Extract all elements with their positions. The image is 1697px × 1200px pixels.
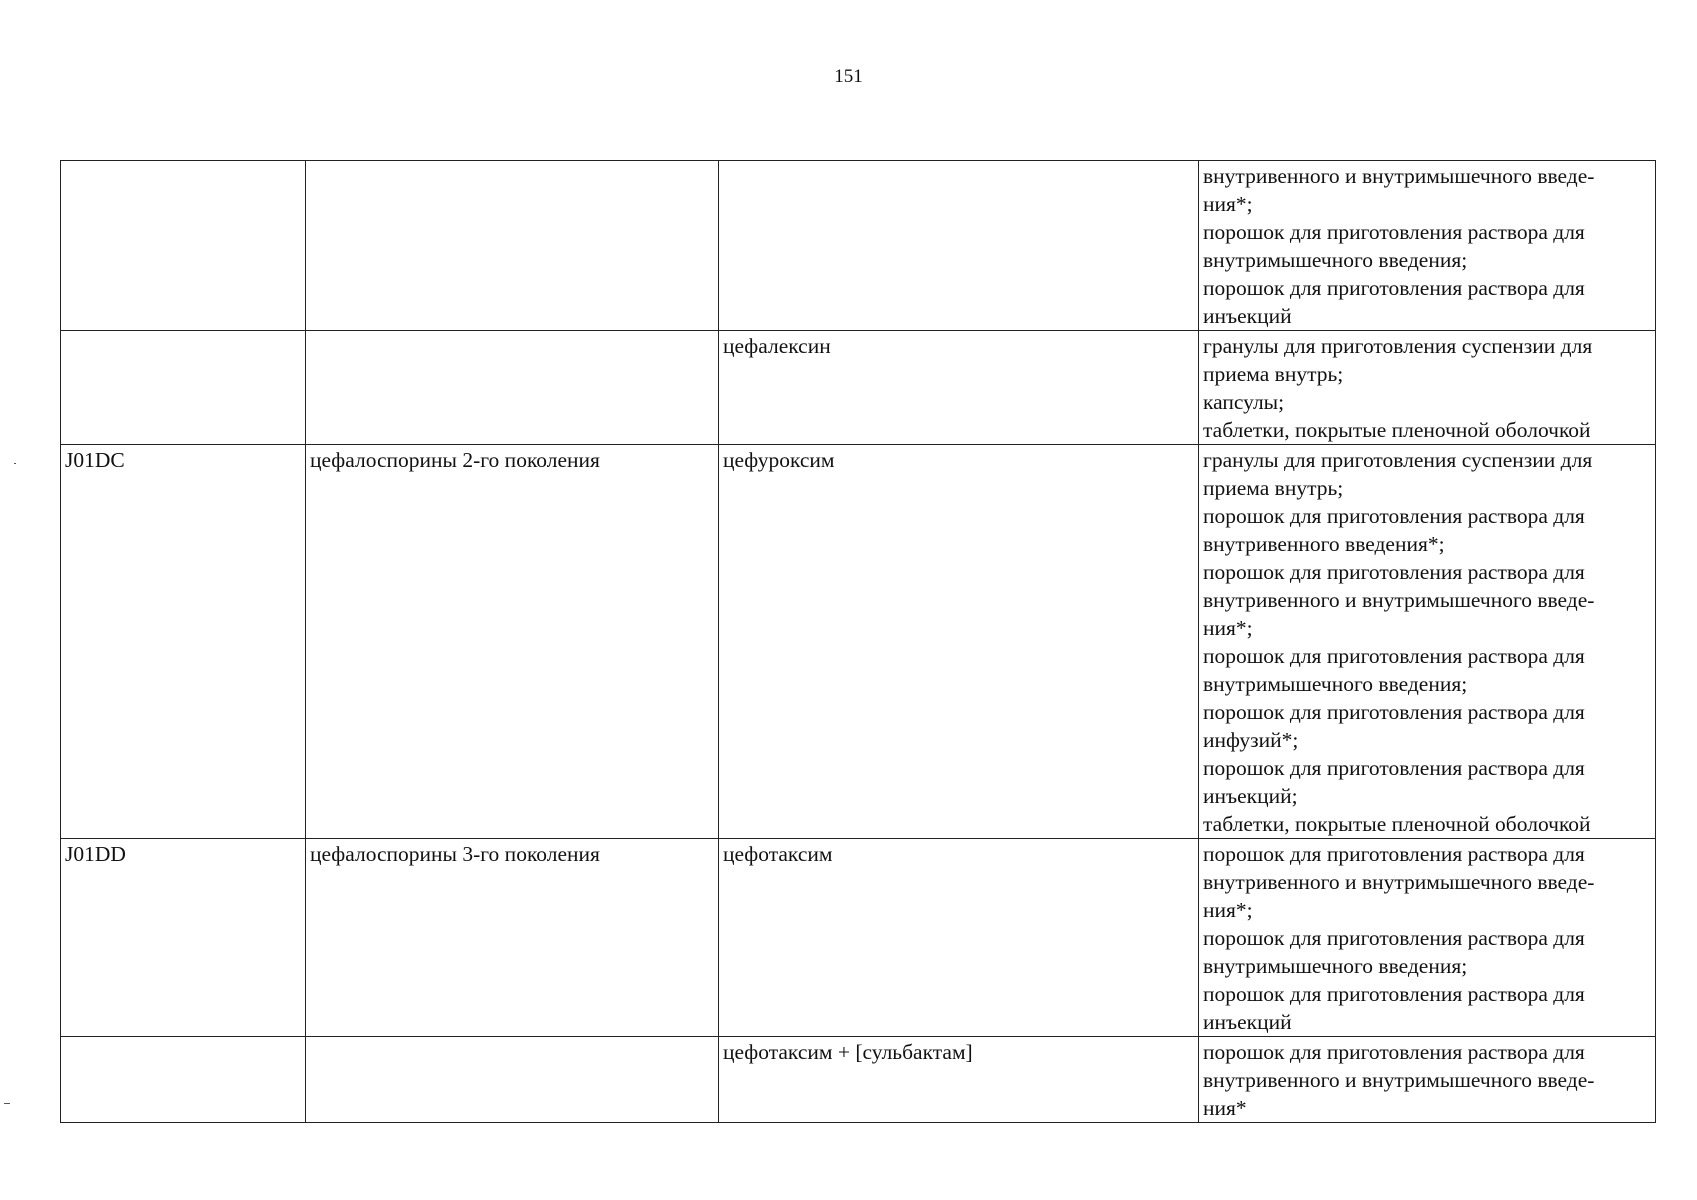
dosage-form-line: ния*; — [1203, 898, 1253, 922]
table-row — [61, 445, 1656, 839]
dosage-form-line: таблетки, покрытые пленочной оболочкой — [1203, 418, 1591, 442]
dosage-form-line: порошок для приготовления раствора для — [1203, 644, 1585, 668]
dosage-form-line: порошок для приготовления раствора для — [1203, 560, 1585, 584]
atc-code-cell — [61, 161, 306, 331]
dosage-form-line: инъекций — [1203, 304, 1292, 328]
dosage-form-line: порошок для приготовления раствора для — [1203, 276, 1585, 300]
table-row — [61, 161, 1656, 331]
dosage-form-cell — [1199, 161, 1656, 331]
dosage-form-cell — [1199, 1037, 1656, 1123]
dosage-form-line: внутривенного и внутримышечного введе- — [1203, 588, 1595, 612]
scan-mark — [14, 463, 16, 464]
dosage-form-line: ния*; — [1203, 192, 1253, 216]
dosage-form-line: порошок для приготовления раствора для — [1203, 756, 1585, 780]
dosage-form-line: приема внутрь; — [1203, 476, 1344, 500]
table-row — [61, 1037, 1656, 1123]
dosage-form-line: гранулы для приготовления суспензии для — [1203, 334, 1593, 358]
dosage-form-line: инъекций — [1203, 1010, 1292, 1034]
dosage-form-line: инфузий*; — [1203, 728, 1299, 752]
dosage-form-line: порошок для приготовления раствора для — [1203, 982, 1585, 1006]
drug-name-cell: цефотаксим — [719, 839, 1199, 1037]
dosage-form-line: порошок для приготовления раствора для — [1203, 926, 1585, 950]
dosage-form-line: внутримышечного введения; — [1203, 954, 1468, 978]
table-row — [61, 839, 1656, 1037]
medication-table — [60, 160, 1656, 1123]
dosage-form-cell — [1199, 445, 1656, 839]
pharmacological-group-cell: цефалоспорины 3-го поколения — [306, 839, 719, 1037]
atc-code-cell — [61, 331, 306, 445]
pharmacological-group-cell: цефалоспорины 2-го поколения — [306, 445, 719, 839]
page-number: 151 — [834, 66, 863, 87]
table-row — [61, 331, 1656, 445]
dosage-form-line: капсулы; — [1203, 390, 1285, 414]
dosage-form-line: внутривенного и внутримышечного введе- — [1203, 1068, 1595, 1092]
dosage-form-line: внутривенного и внутримышечного введе- — [1203, 870, 1595, 894]
dosage-form-line: таблетки, покрытые пленочной оболочкой — [1203, 812, 1591, 836]
dosage-form-line: ния* — [1203, 1096, 1247, 1120]
dosage-form-line: порошок для приготовления раствора для — [1203, 504, 1585, 528]
dosage-form-line: порошок для приготовления раствора для — [1203, 1040, 1585, 1064]
pharmacological-group-cell — [306, 161, 719, 331]
dosage-form-line: гранулы для приготовления суспензии для — [1203, 448, 1593, 472]
dosage-form-line: внутримышечного введения; — [1203, 248, 1468, 272]
dosage-form-line: порошок для приготовления раствора для — [1203, 842, 1585, 866]
table-body — [61, 161, 1656, 1123]
dosage-form-line: приема внутрь; — [1203, 362, 1344, 386]
scan-mark — [4, 1103, 10, 1104]
atc-code-cell: J01DC — [61, 445, 306, 839]
dosage-form-line: внутривенного введения*; — [1203, 532, 1445, 556]
atc-code-cell: J01DD — [61, 839, 306, 1037]
dosage-form-cell — [1199, 839, 1656, 1037]
atc-code-cell — [61, 1037, 306, 1123]
drug-name-cell — [719, 161, 1199, 331]
dosage-form-line: инъекций; — [1203, 784, 1298, 808]
pharmacological-group-cell — [306, 331, 719, 445]
dosage-form-line: порошок для приготовления раствора для — [1203, 220, 1585, 244]
dosage-form-line: внутривенного и внутримышечного введе- — [1203, 164, 1595, 188]
drug-name-cell: цефуроксим — [719, 445, 1199, 839]
dosage-form-line: ния*; — [1203, 616, 1253, 640]
drug-name-cell: цефотаксим + [сульбактам] — [719, 1037, 1199, 1123]
dosage-form-line: порошок для приготовления раствора для — [1203, 700, 1585, 724]
pharmacological-group-cell — [306, 1037, 719, 1123]
dosage-form-cell — [1199, 331, 1656, 445]
dosage-form-line: внутримышечного введения; — [1203, 672, 1468, 696]
drug-name-cell: цефалексин — [719, 331, 1199, 445]
